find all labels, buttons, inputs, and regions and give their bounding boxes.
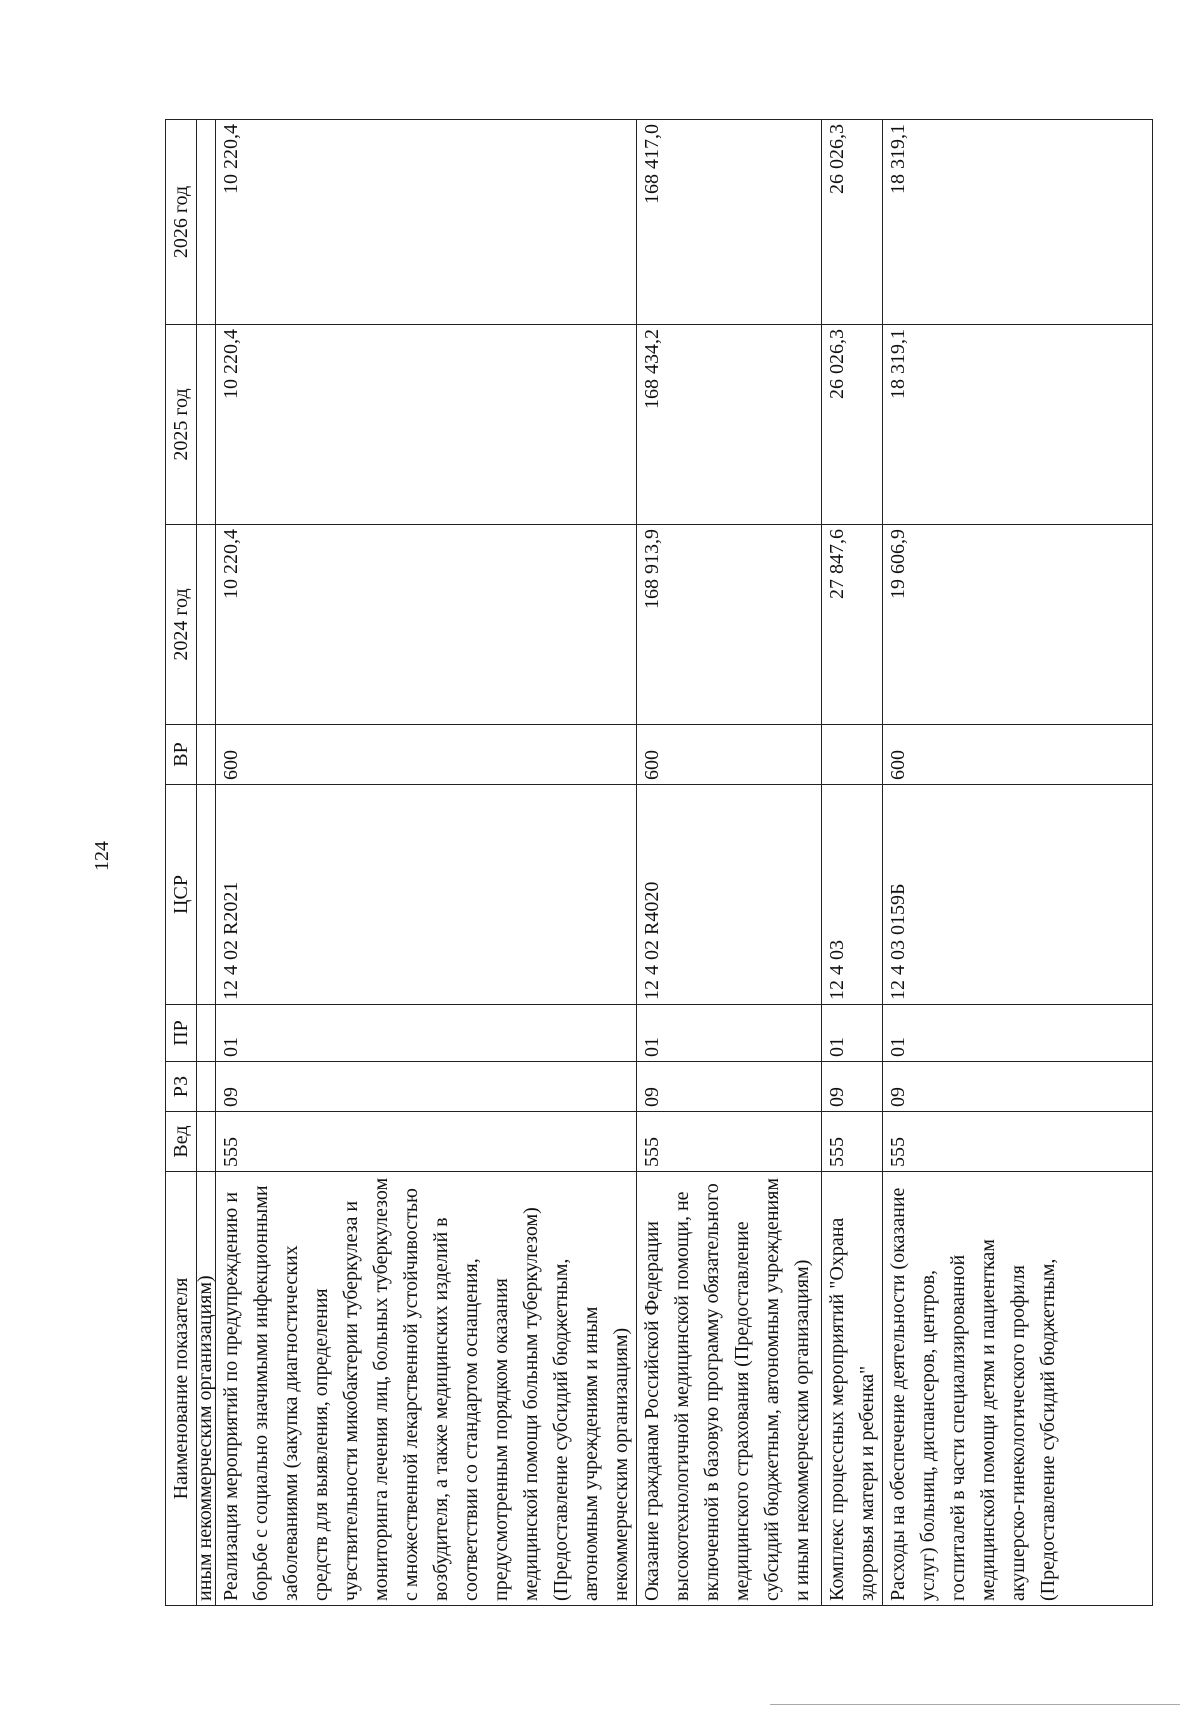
row-rz: 09	[883, 1062, 1153, 1112]
row-name: Расходы на обеспечение деятельности (оказание услуг) больниц, диспансеров, центров, госпиталей в части специализированной медицинской помощи детям и пациенткам акушерско-гинекологического профиля (Предоставление субсидий бюджетным,	[883, 1172, 1153, 1606]
row-rz: 09	[822, 1062, 883, 1112]
header-pr: ПР	[166, 1005, 197, 1062]
header-2025: 2025 год	[166, 325, 197, 525]
continuation-row	[197, 120, 216, 1606]
header-ved: Вед	[166, 1112, 197, 1172]
page-number: 124	[91, 841, 113, 871]
header-rz: РЗ	[166, 1062, 197, 1112]
header-row	[166, 120, 197, 1606]
table-row	[822, 120, 883, 1606]
row-name: Комплекс процессных мероприятий "Охрана здоровья матери и ребенка"	[822, 1172, 883, 1606]
header-2024: 2024 год	[166, 525, 197, 725]
row-2025: 18 319,1	[883, 325, 1153, 525]
header-vr: ВР	[166, 725, 197, 785]
row-ved: 555	[883, 1112, 1153, 1172]
row-2025: 10 220,4	[216, 325, 637, 525]
empty-cell	[197, 1112, 216, 1172]
table-row	[216, 120, 637, 1606]
row-2025: 168 434,2	[637, 325, 822, 525]
row-name: Оказание гражданам Российской Федерации высокотехнологичной медицинской помощи, не включенной в базовую программу обязательного медицинского страхования (Предоставление субсидий бюджетным, автономным учреждениям и иным некоммерческим организациям)	[637, 1172, 822, 1606]
row-vr	[822, 725, 883, 785]
row-pr: 01	[883, 1005, 1153, 1062]
row-2026: 18 319,1	[883, 120, 1153, 325]
row-pr: 01	[822, 1005, 883, 1062]
header-csr: ЦСР	[166, 785, 197, 1005]
row-ved: 555	[822, 1112, 883, 1172]
row-ved: 555	[216, 1112, 637, 1172]
row-2024: 27 847,6	[822, 525, 883, 725]
row-2024: 19 606,9	[883, 525, 1153, 725]
header-name: Наименование показателя	[166, 1172, 197, 1606]
row-pr: 01	[216, 1005, 637, 1062]
row-csr: 12 4 02 R2021	[216, 785, 637, 1005]
row-csr: 12 4 02 R4020	[637, 785, 822, 1005]
empty-cell	[197, 325, 216, 525]
empty-cell	[197, 525, 216, 725]
budget-table	[165, 119, 1153, 1606]
continuation-text: иным некоммерческим организациям)	[197, 1172, 216, 1606]
empty-cell	[197, 725, 216, 785]
row-name: Реализация мероприятий по предупреждению и борьбе с социально значимыми инфекционными заболеваниями (закупка диагностических средств для выявления, определения чувствительности микобактерии туберкулеза и мониторинга лечения лиц, больных туберкулезом с множественной лекарственной устойчивостью возбудителя, а также медицинских изделий в соответствии со стандартом оснащения, предусмотренным порядком оказания медицинской помощи больным туберкулезом) (Предоставление субсидий бюджетным, автономным учреждениям и иным некоммерческим организациям)	[216, 1172, 637, 1606]
header-2026: 2026 год	[166, 120, 197, 325]
row-2026: 26 026,3	[822, 120, 883, 325]
row-2026: 168 417,0	[637, 120, 822, 325]
row-2024: 10 220,4	[216, 525, 637, 725]
row-2025: 26 026,3	[822, 325, 883, 525]
row-vr: 600	[883, 725, 1153, 785]
row-csr: 12 4 03 0159Б	[883, 785, 1153, 1005]
rotated-table-container	[165, 120, 1153, 1606]
row-rz: 09	[216, 1062, 637, 1112]
row-vr: 600	[216, 725, 637, 785]
row-vr: 600	[637, 725, 822, 785]
row-2026: 10 220,4	[216, 120, 637, 325]
empty-cell	[197, 785, 216, 1005]
table-row	[883, 120, 1153, 1606]
row-rz: 09	[637, 1062, 822, 1112]
row-2024: 168 913,9	[637, 525, 822, 725]
scan-edge-line	[770, 1704, 1180, 1705]
empty-cell	[197, 120, 216, 325]
empty-cell	[197, 1062, 216, 1112]
table-row	[637, 120, 822, 1606]
row-ved: 555	[637, 1112, 822, 1172]
empty-cell	[197, 1005, 216, 1062]
row-pr: 01	[637, 1005, 822, 1062]
row-csr: 12 4 03	[822, 785, 883, 1005]
